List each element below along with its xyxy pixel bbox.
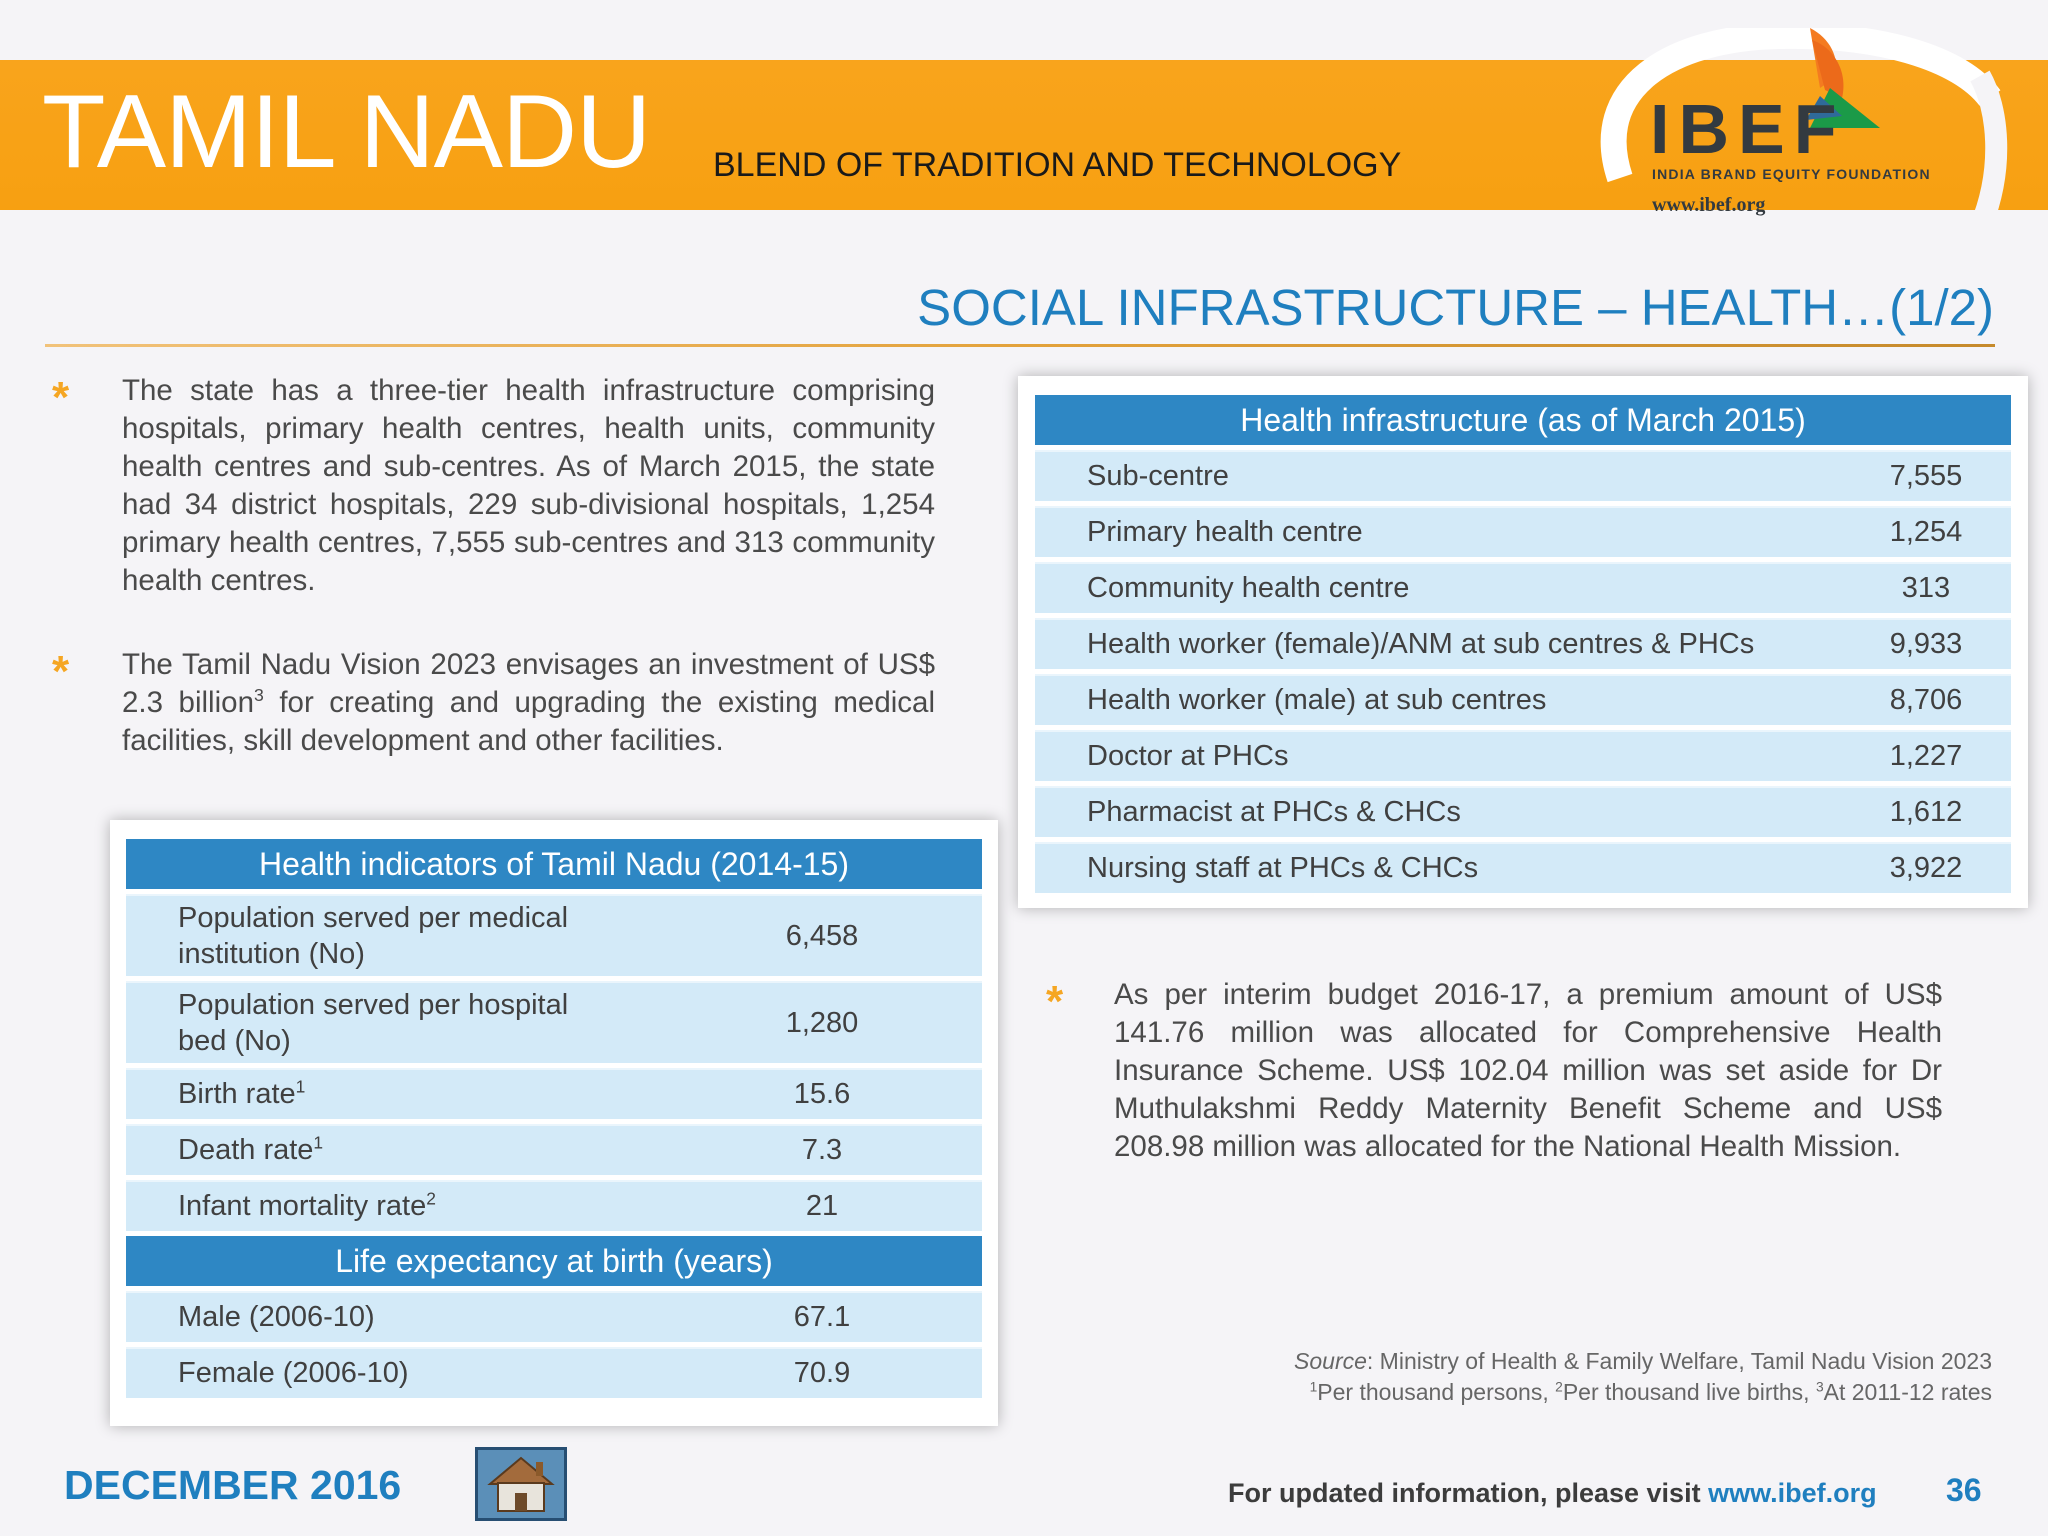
- row-value: 1,280: [662, 981, 982, 1063]
- row-label: Nursing staff at PHCs & CHCs: [1035, 842, 1841, 893]
- row-label: Community health centre: [1035, 562, 1841, 613]
- logo-url: www.ibef.org: [1652, 194, 1766, 216]
- row-label: Pharmacist at PHCs & CHCs: [1035, 786, 1841, 837]
- row-value: 7,555: [1841, 450, 2011, 501]
- row-label: Male (2006-10): [126, 1291, 662, 1342]
- table-row: [1035, 786, 2011, 837]
- row-label: Sub-centre: [1035, 450, 1841, 501]
- table-row: [126, 894, 982, 976]
- bullet-text-2: [122, 646, 935, 760]
- bullet-star-icon: *: [52, 647, 70, 696]
- row-label-text: Population served per medical institution (No): [178, 902, 569, 970]
- source-text: : Ministry of Health & Family Welfare, Tamil Nadu Vision 2023: [1366, 1348, 1992, 1374]
- page-subtitle: BLEND OF TRADITION AND TECHNOLOGY: [713, 146, 1402, 184]
- home-button[interactable]: [475, 1447, 567, 1521]
- logo-tagline: INDIA BRAND EQUITY FOUNDATION: [1652, 166, 1931, 182]
- footnote-marker: 2: [1555, 1379, 1563, 1395]
- bullet-star-icon: *: [1046, 977, 1064, 1026]
- section-title: SOCIAL INFRASTRUCTURE – HEALTH…(1/2): [917, 279, 1994, 336]
- row-label: Health worker (female)/ANM at sub centres & PHCs: [1035, 618, 1841, 669]
- table-row: [126, 1180, 982, 1231]
- row-value: 15.6: [662, 1068, 982, 1119]
- footnotes-line: [1294, 1377, 1992, 1408]
- footnote-ref: 3: [253, 685, 264, 706]
- table-row: [1035, 506, 2011, 557]
- row-value: 21: [662, 1180, 982, 1231]
- title-divider: [45, 344, 1995, 347]
- table-row: [126, 1347, 982, 1398]
- bullet-2-text-after: for creating and upgrading the existing medical facilities, skill development and other facilities.: [122, 686, 936, 757]
- home-icon: [478, 1450, 564, 1518]
- table-row: [1035, 562, 2011, 613]
- table-row: [126, 1291, 982, 1342]
- row-value: 67.1: [662, 1291, 982, 1342]
- row-label-text: Birth rate: [178, 1078, 296, 1110]
- row-label: [126, 981, 662, 1063]
- health-indicators-table: [110, 820, 998, 1426]
- row-label-text: Infant mortality rate: [178, 1190, 427, 1222]
- row-label: Health worker (male) at sub centres: [1035, 674, 1841, 725]
- row-value: 70.9: [662, 1347, 982, 1398]
- row-label: Doctor at PHCs: [1035, 730, 1841, 781]
- footnote-ref: 1: [295, 1076, 306, 1097]
- bullet-text-3: As per interim budget 2016-17, a premium amount of US$ 141.76 million was allocated for Comprehensive Health Insurance Scheme. US$ 102.04 million was set aside for Dr Muthulakshmi Reddy Maternity Benefit Scheme and US$ 208.98 million was allocated for the National Health Mission.: [1114, 978, 1942, 1163]
- logo-wordmark: IBEF: [1650, 90, 1846, 168]
- footer-visit: [1228, 1478, 1877, 1509]
- row-value: 8,706: [1841, 674, 2011, 725]
- footnote-ref: 2: [426, 1188, 436, 1209]
- footnote-text: At 2011-12 rates: [1823, 1379, 1992, 1405]
- row-label-text: Death rate: [178, 1134, 314, 1166]
- table-row: [126, 1068, 982, 1119]
- footnote-text: Per thousand persons,: [1317, 1379, 1556, 1405]
- source-note: [1294, 1346, 1992, 1408]
- row-value: 313: [1841, 562, 2011, 613]
- source-label: Source: [1294, 1348, 1367, 1374]
- table-row: [1035, 842, 2011, 893]
- table-title: Health infrastructure (as of March 2015): [1035, 395, 2011, 445]
- row-value: 9,933: [1841, 618, 2011, 669]
- page-number: 36: [1946, 1472, 1982, 1508]
- footnote-marker: 1: [1309, 1379, 1318, 1395]
- table-row: [126, 1124, 982, 1175]
- row-value: 6,458: [662, 894, 982, 976]
- table-row: [1035, 730, 2011, 781]
- footnote-marker: 3: [1815, 1379, 1824, 1395]
- visit-text: For updated information, please visit: [1228, 1478, 1709, 1508]
- ibef-logo[interactable]: [1580, 28, 2048, 228]
- table-title: Health indicators of Tamil Nadu (2014-15): [126, 839, 982, 889]
- table-row: [1035, 674, 2011, 725]
- row-label: [126, 894, 662, 976]
- health-infrastructure-table: [1018, 376, 2028, 908]
- row-label: [126, 1124, 662, 1175]
- row-value: 7.3: [662, 1124, 982, 1175]
- row-value: 1,254: [1841, 506, 2011, 557]
- footnote-text: Per thousand live births,: [1562, 1379, 1816, 1405]
- table-row: [1035, 450, 2011, 501]
- bullet-text-1: The state has a three-tier health infrastructure comprising hospitals, primary health centres, health units, community health centres and sub-centres. As of March 2015, the state had 34 district hospitals, 229 sub-divisional hospitals, 1,254 primary health centres, 7,555 sub-centres and 313 community health centres.: [122, 374, 935, 597]
- row-label: Primary health centre: [1035, 506, 1841, 557]
- table-row: [126, 981, 982, 1063]
- row-value: 3,922: [1841, 842, 2011, 893]
- row-value: 1,227: [1841, 730, 2011, 781]
- table-subheader: Life expectancy at birth (years): [126, 1236, 982, 1286]
- row-label: [126, 1180, 662, 1231]
- bullet-2-text-before: The Tamil Nadu Vision 2023 envisages an investment of US$ 2.3 billion: [122, 648, 935, 719]
- page-title: TAMIL NADU: [42, 74, 651, 190]
- bullet-star-icon: *: [52, 373, 70, 422]
- row-label-text: Population served per hospital bed (No): [178, 989, 569, 1057]
- row-label: Female (2006-10): [126, 1347, 662, 1398]
- row-value: 1,612: [1841, 786, 2011, 837]
- row-label: [126, 1068, 662, 1119]
- footer-date: DECEMBER 2016: [64, 1462, 402, 1508]
- table-row: [1035, 618, 2011, 669]
- footnote-ref: 1: [313, 1132, 324, 1153]
- source-line: [1294, 1346, 1992, 1377]
- website-link[interactable]: www.ibef.org: [1708, 1478, 1877, 1508]
